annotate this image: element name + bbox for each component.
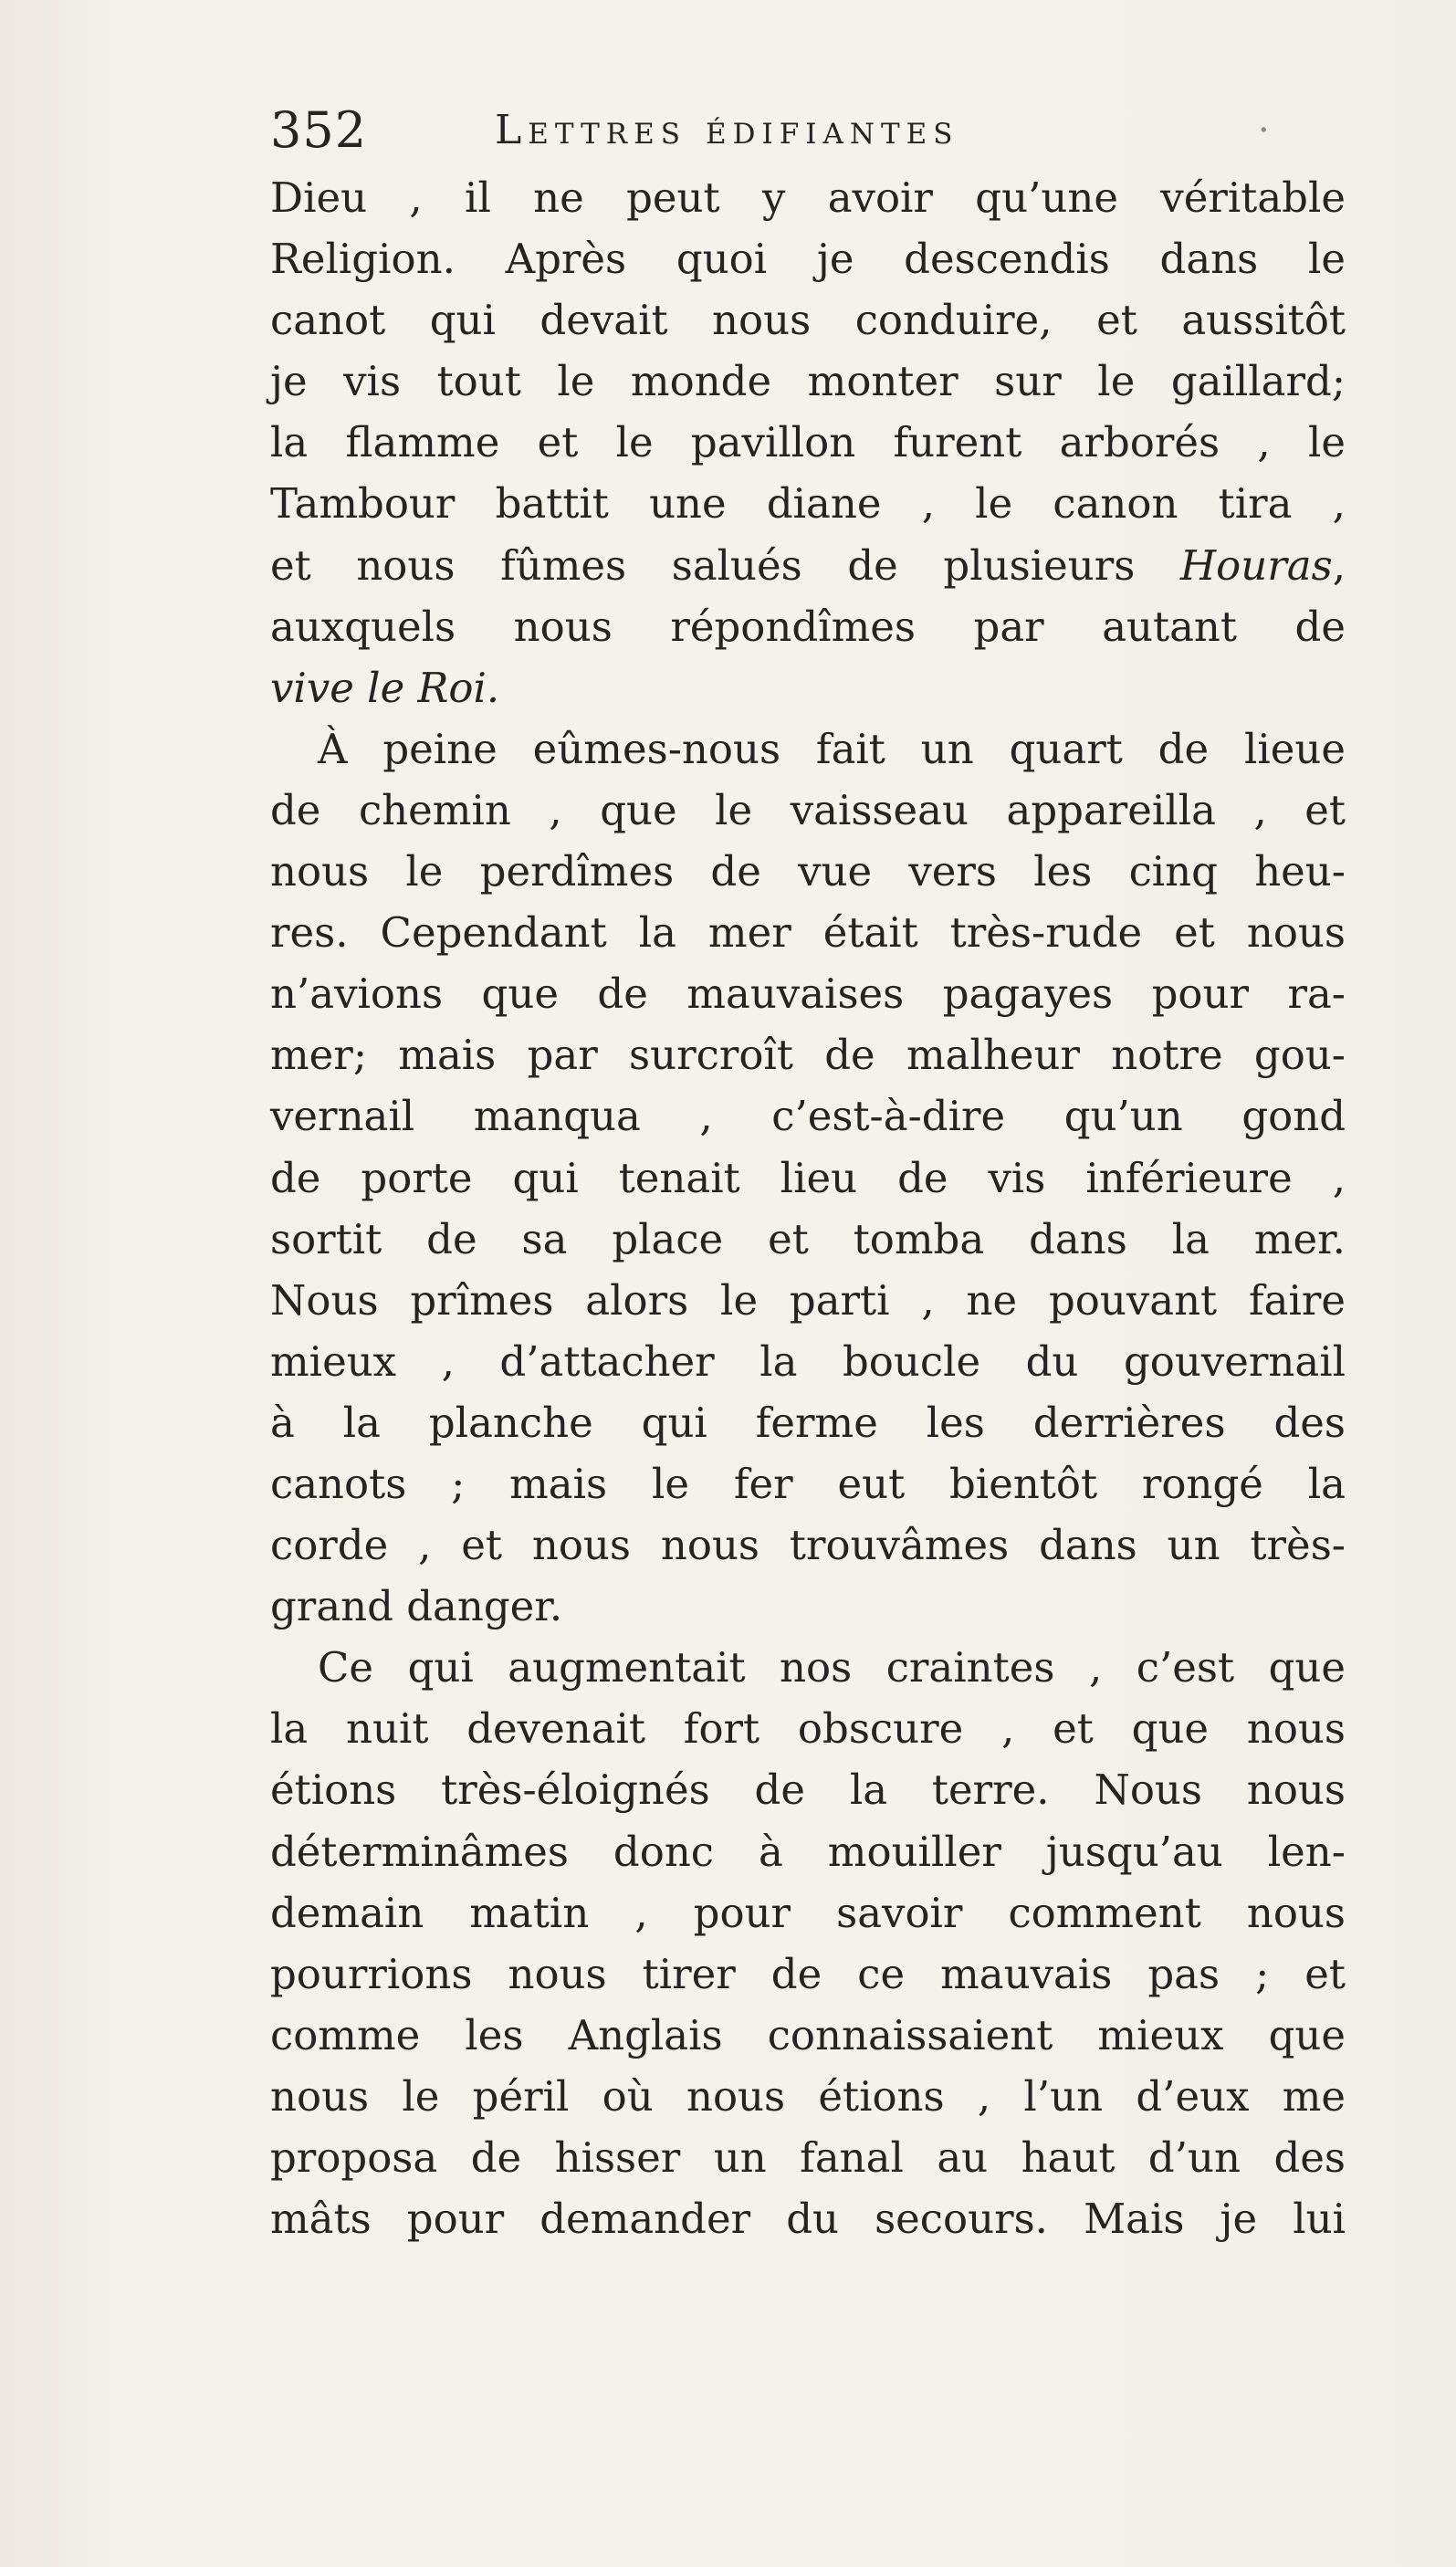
text-line: étions très-éloignés de la terre. Nous nous: [270, 1765, 1346, 1815]
paragraph-start: Ce qui augmentait nos craintes , c’est que: [318, 1643, 1346, 1692]
text-line: corde , et nous nous trouvâmes dans un très-: [270, 1521, 1346, 1570]
text-line: de chemin , que le vaisseau appareilla , et: [270, 785, 1346, 834]
text-line: pourrions nous tirer de ce mauvais pas ; et: [270, 1949, 1346, 1998]
text-line: la flamme et le pavillon furent arborés , le: [270, 418, 1346, 467]
text-line: auxquels nous répondîmes par autant de: [270, 602, 1346, 651]
text-line: mer; mais par surcroît de malheur notre gou-: [270, 1031, 1346, 1080]
page-header: [270, 99, 1366, 162]
text-line: nous le péril où nous étions , l’un d’eux me: [270, 2071, 1346, 2121]
text-line: déterminâmes donc à mouiller jusqu’au len-: [270, 1827, 1346, 1876]
paragraph-start: À peine eûmes-nous fait un quart de lieue: [318, 724, 1346, 773]
page-number: 352: [270, 101, 368, 159]
text-line-houras: [270, 535, 1346, 596]
text-line: nous le perdîmes de vue vers les cinq heu-: [270, 847, 1346, 896]
text-line: à la planche qui ferme les derrières des: [270, 1398, 1346, 1447]
italic-houras: Houras: [1179, 540, 1333, 590]
text-line: Nous prîmes alors le parti , ne pouvant faire: [270, 1275, 1346, 1325]
text-line: de porte qui tenait lieu de vis inférieure ,: [270, 1153, 1346, 1202]
text-line: mieux , d’attacher la boucle du gouvernail: [270, 1336, 1346, 1386]
paragraph-end: grand danger.: [270, 1582, 563, 1631]
text-line-start: et nous fûmes salués de plusieurs: [270, 540, 1180, 590]
text-line: n’avions que de mauvaises pagayes pour ra-: [270, 969, 1346, 1019]
body-text: [270, 167, 1346, 2249]
text-line: proposa de hisser un fanal au haut d’un des: [270, 2133, 1346, 2182]
text-line: la nuit devenait fort obscure , et que nous: [270, 1704, 1346, 1754]
text-line: vernail manqua , c’est-à-dire qu’un gond: [270, 1092, 1346, 1141]
running-title: Lettres édifiantes: [495, 107, 959, 153]
text-line: demain matin , pour savoir comment nous: [270, 1888, 1346, 1937]
text-line: comme les Anglais connaissaient mieux que: [270, 2010, 1346, 2059]
text-line: Religion. Après quoi je descendis dans le: [270, 235, 1346, 284]
text-line: je vis tout le monde monter sur le gaillard;: [270, 357, 1346, 406]
text-line-end: ,: [1332, 540, 1346, 590]
text-line: mâts pour demander du secours. Mais je lui: [270, 2195, 1346, 2244]
text-line: canots ; mais le fer eut bientôt rongé la: [270, 1459, 1346, 1508]
text-line: sortit de sa place et tomba dans la mer.: [270, 1214, 1346, 1263]
text-line: canot qui devait nous conduire, et aussitôt: [270, 296, 1346, 345]
text-line: Dieu , il ne peut y avoir qu’une véritable: [270, 173, 1346, 222]
text-line: res. Cependant la mer était très-rude et nous: [270, 908, 1346, 958]
italic-vive-le-roi: vive le Roi.: [270, 663, 500, 712]
header-ornament: ·: [1258, 110, 1270, 152]
text-line: Tambour battit une diane , le canon tira ,: [270, 479, 1346, 529]
